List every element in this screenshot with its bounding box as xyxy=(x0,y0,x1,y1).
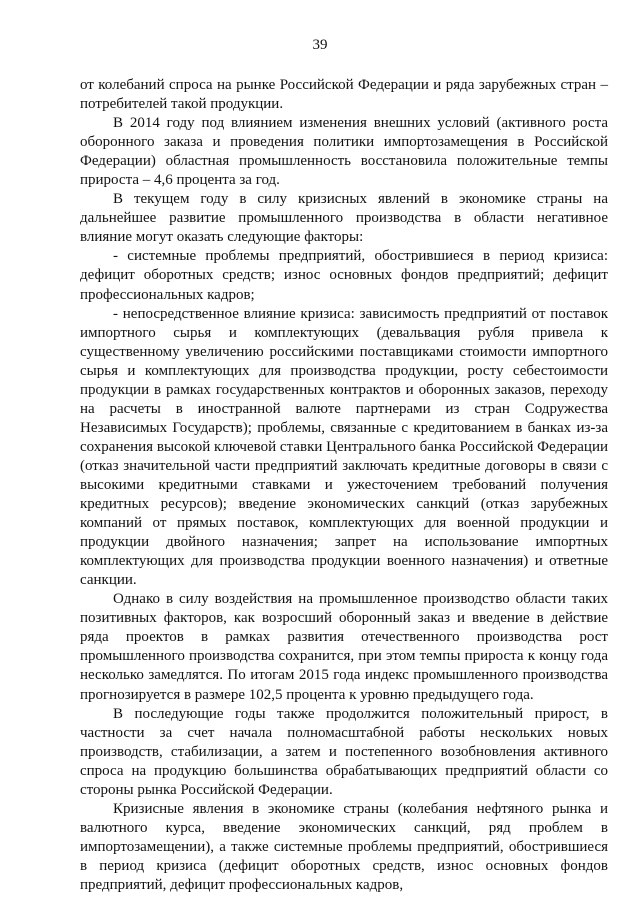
paragraph: В текущем году в силу кризисных явлений в экономике страны на дальнейшее развитие промышленного производства в области негативное влияние могут оказать следующие факторы: xyxy=(80,191,608,246)
paragraph: В последующие годы также продолжится положительный прирост, в частности за счет начала полномасштабной работы нескольких новых производств, стабилизации, а затем и постепенного возобновления активного спроса на продукцию большинства обрабатывающих предприятий области со стороны рынка Российской Федерации. xyxy=(80,705,608,798)
document-body xyxy=(80,76,608,895)
paragraph: В 2014 году под влиянием изменения внешних условий (активного роста оборонного заказа и проведения политики импортозамещения в Российской Федерации) областная промышленность восстановила положительные темпы прироста – 4,6 процента за год. xyxy=(80,115,608,189)
paragraph: от колебаний спроса на рынке Российской Федерации и ряда зарубежных стран – потребителей такой продукции. xyxy=(80,77,608,113)
list-item: - непосредственное влияние кризиса: зависимость предприятий от поставок импортного сырья и комплектующих (девальвация рубля привела к существенному увеличению российскими поставщиками стоимости импортного сырья и комплектующих для производства продукции, росту себестоимости продукции в рамках государственных контрактов и оборонных заказов, переходу на расчеты в иностранной валюте партнерами из стран Содружества Независимых Государств); проблемы, связанные с кредитованием в банках из-за сохранения высокой ключевой ставки Центрального банка Российской Федерации (отказ значительной части предприятий заключать кредитные договоры в связи с высокими кредитными ставками и ужесточением требований получения кредитных ресурсов); введение экономических санкций (отказ зарубежных компаний от прямых поставок, комплектующих для военной продукции и продукции двойного назначения; запрет на использование импортных комплектующих для производства продукции военного назначения) и ответные санкции. xyxy=(80,305,608,589)
paragraph: Кризисные явления в экономике страны (колебания нефтяного рынка и валютного курса, введение экономических санкций, ряд проблем в импортозамещении), а также системные проблемы предприятий, обострившиеся в период кризиса (дефицит оборотных средств, износ основных фондов предприятий, дефицит профессиональных кадров, xyxy=(80,800,608,893)
paragraph: Однако в силу воздействия на промышленное производство области таких позитивных факторов, как возросший оборонный заказ и введение в действие ряда проектов в рамках развития отечественного производства рост промышленного производства сохранится, при этом темпы прироста к концу года несколько замедлятся. По итогам 2015 года индекс промышленного производства прогнозируется в размере 102,5 процента к уровню предыдущего года. xyxy=(80,591,608,703)
list-item: - системные проблемы предприятий, обострившиеся в период кризиса: дефицит оборотных средств; износ основных фондов предприятий; дефицит профессиональных кадров; xyxy=(80,248,608,303)
page-number: 39 xyxy=(312,37,328,53)
